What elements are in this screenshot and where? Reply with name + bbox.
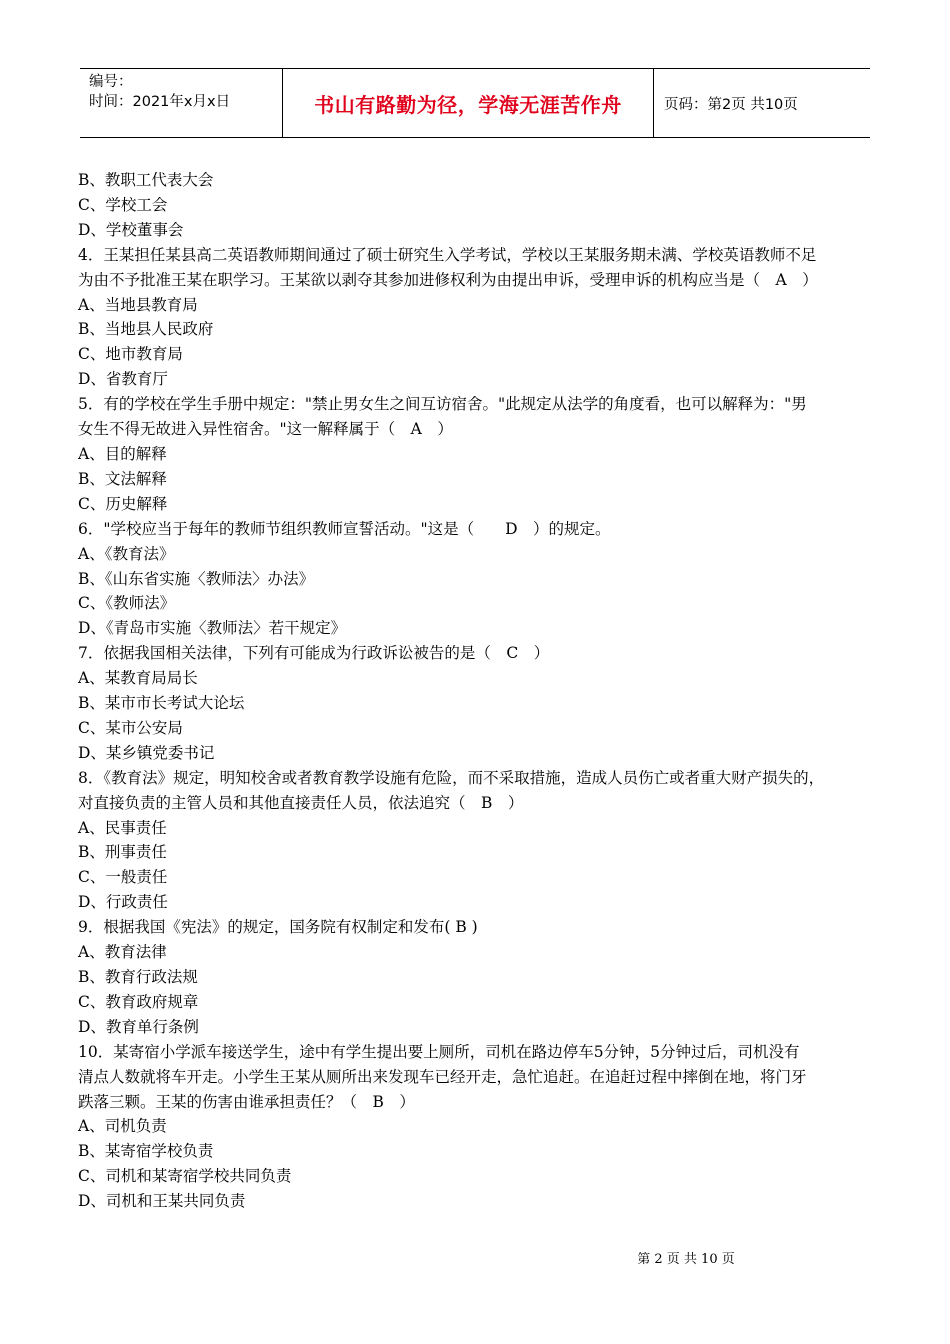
question-9-line: 9．根据我国《宪法》的规定，国务院有权制定和发布( B ) <box>78 918 478 937</box>
question-8-line: 8．《教育法》规定，明知校舍或者教育教学设施有危险，而不采取措施，造成人员伤亡或者重大财产损失的， <box>78 768 825 787</box>
page-header <box>80 68 870 138</box>
question-6-line: 6．"学校应当于每年的教师节组织教师宣誓活动。"这是（ D ）的规定。 <box>78 519 611 538</box>
text-line: B、刑事责任 <box>78 843 167 862</box>
text-line: B、《山东省实施〈教师法〉办法》 <box>78 569 315 588</box>
text-line: C、地市教育局 <box>78 345 183 364</box>
text-line: A、目的解释 <box>78 444 167 463</box>
text-line: B、教育行政法规 <box>78 968 198 986</box>
text-line: B、文法解释 <box>78 469 167 488</box>
text-line: C、教育政府规章 <box>78 992 199 1011</box>
text-line: A、教育法律 <box>78 943 167 962</box>
text-line: A、民事责任 <box>78 818 167 837</box>
text-line: B、教职工代表大会 <box>78 171 214 189</box>
question-10-line: 清点人数就将车开走。小学生王某从厕所出来发现车已经开走，急忙追赶。在追赶过程中摔倒在地，将门牙 <box>78 1067 807 1086</box>
text-line: D、某乡镇党委书记 <box>78 743 215 762</box>
text-line: C、一般责任 <box>78 868 168 887</box>
document-body <box>78 168 883 1214</box>
header-page-label: 页码：第2页 共10页 <box>664 96 798 113</box>
text-line: C、历史解释 <box>78 494 168 513</box>
text-line: C、某市公安局 <box>78 718 183 737</box>
header-info-cell <box>80 69 282 137</box>
question-10-line: 跌落三颗。王某的伤害由谁承担责任？（ B ） <box>78 1092 415 1111</box>
page-footer <box>0 1248 950 1267</box>
text-line: D、《青岛市实施〈教师法〉若干规定》 <box>78 619 347 638</box>
question-7-line: 7．依据我国相关法律，下列有可能成为行政诉讼被告的是（ C ） <box>78 644 550 663</box>
text-line: C、《教师法》 <box>78 594 176 613</box>
text-line: A、某教育局局长 <box>78 669 198 688</box>
text-line: B、某寄宿学校负责 <box>78 1142 214 1161</box>
text-line: B、当地县人民政府 <box>78 320 214 339</box>
question-4-line: 4．王某担任某县高二英语教师期间通过了硕士研究生入学考试，学校以王某服务期未满、学校英语教师不足 <box>78 245 817 264</box>
text-line: A、《教育法》 <box>78 544 175 563</box>
question-5-line: 女生不得无故进入异性宿舍。"这一解释属于（ A ） <box>78 420 453 439</box>
question-8-line: 对直接负责的主管人员和其他直接责任人员，依法追究（ B ） <box>78 793 524 812</box>
text-line: C、司机和某寄宿学校共同负责 <box>78 1167 292 1186</box>
text-line: A、司机负责 <box>78 1117 167 1136</box>
text-line: D、学校董事会 <box>78 220 184 239</box>
text-line: A、当地县教育局 <box>78 295 198 314</box>
text-line: B、某市市长考试大论坛 <box>78 694 245 713</box>
text-line: D、省教育厅 <box>78 370 168 389</box>
header-date-label: 时间：2021年x月x日 <box>89 94 231 110</box>
question-5-line: 5．有的学校在学生手册中规定："禁止男女生之间互访宿舍。"此规定从法学的角度看，也可以解释为："男 <box>78 395 807 414</box>
header-code-label: 编号： <box>89 74 133 90</box>
question-10-line: 10．某寄宿小学派车接送学生，途中有学生提出要上厕所，司机在路边停车5分钟，5分钟过后，司机没有 <box>78 1042 800 1061</box>
text-line: D、教育单行条例 <box>78 1017 199 1036</box>
footer-page-number: 第 2 页 共 10 页 <box>637 1252 735 1267</box>
header-motto: 书山有路勤为径，学海无涯苦作舟 <box>282 69 654 137</box>
text-line: C、学校工会 <box>78 195 168 214</box>
text-line: D、司机和王某共同负责 <box>78 1192 246 1211</box>
question-4-line: 为由不予批准王某在职学习。王某欲以剥夺其参加进修权利为由提出申诉，受理申诉的机构应当是（ A ） <box>78 270 818 289</box>
text-line: D、行政责任 <box>78 893 168 912</box>
